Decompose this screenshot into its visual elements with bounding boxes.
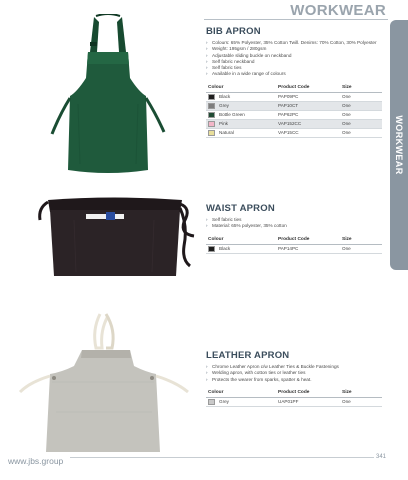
table-header-row — [206, 236, 382, 245]
bib-apron-section — [206, 26, 382, 138]
product-code: PAP10CT — [276, 101, 340, 110]
product-code: PAP14PC — [276, 244, 340, 253]
colour-header: Colour — [206, 84, 276, 93]
feature-item: › Material: 65% polyester, 35% cotton — [206, 223, 382, 229]
colour-swatch — [208, 94, 215, 100]
colour-header: Colour — [206, 236, 276, 245]
table-header-row — [206, 84, 382, 93]
section-side-tab[interactable] — [390, 20, 408, 270]
product-code: VAP152CC — [276, 119, 340, 128]
product-title: WAIST APRON — [206, 203, 275, 214]
table-row — [206, 101, 382, 110]
table-row — [206, 397, 382, 406]
size-value: One — [340, 244, 382, 253]
code-header: Product Code — [276, 389, 340, 398]
leather-apron-image — [16, 312, 192, 454]
feature-list — [206, 40, 382, 78]
leather-apron-section — [206, 350, 382, 407]
colour-swatch — [208, 246, 215, 252]
colour-swatch — [208, 130, 215, 136]
table-header-row — [206, 389, 382, 398]
feature-list — [206, 217, 382, 230]
colour-header: Colour — [206, 389, 276, 398]
feature-item: › Chrome Leather Apron c/w Leather Ties & Buckle Fastenings — [206, 364, 382, 370]
colour-name: Bottle Green — [219, 112, 245, 117]
table-row — [206, 119, 382, 128]
page-number: 341 — [375, 454, 386, 460]
colour-swatch — [208, 121, 215, 127]
table-row — [206, 128, 382, 137]
size-header: Size — [340, 236, 382, 245]
footer-divider — [70, 457, 374, 458]
feature-item: › Self fabric ties — [206, 65, 382, 71]
waist-apron-image — [34, 196, 196, 278]
size-value: One — [340, 397, 382, 406]
size-value: One — [340, 110, 382, 119]
colour-table — [206, 236, 382, 254]
product-code: UAP01PF — [276, 397, 340, 406]
colour-table — [206, 84, 382, 138]
product-title: LEATHER APRON — [206, 350, 290, 361]
colour-name: Black — [219, 94, 231, 99]
header-divider — [204, 19, 388, 20]
footer-website-link[interactable]: www.jbs.group — [8, 456, 64, 466]
feature-item: › Adjustable sliding buckle on neckband — [206, 53, 382, 59]
table-row — [206, 92, 382, 101]
colour-swatch — [208, 399, 215, 405]
size-header: Size — [340, 389, 382, 398]
feature-item: › Available in a wide range of colours — [206, 71, 382, 77]
code-header: Product Code — [276, 236, 340, 245]
feature-item: › Self fabric neckband — [206, 59, 382, 65]
product-code: PAP09PC — [276, 92, 340, 101]
size-value: One — [340, 92, 382, 101]
bib-apron-image — [48, 14, 168, 176]
size-value: One — [340, 128, 382, 137]
waist-apron-section — [206, 203, 382, 254]
feature-item: › Self fabric ties — [206, 217, 382, 223]
product-code: PAP62PC — [276, 110, 340, 119]
product-code: VAP15CC — [276, 128, 340, 137]
colour-name: Black — [219, 245, 231, 251]
size-header: Size — [340, 84, 382, 93]
feature-list — [206, 364, 382, 383]
side-tab-label: WORKWEAR — [394, 115, 404, 175]
size-value: One — [340, 101, 382, 110]
product-title: BIB APRON — [206, 26, 261, 37]
colour-name: Grey — [219, 103, 229, 108]
feature-item: › Welding apron, with cotton ties or leather ties — [206, 370, 382, 376]
code-header: Product Code — [276, 84, 340, 93]
colour-swatch — [208, 103, 215, 109]
table-row — [206, 110, 382, 119]
feature-item: › Weight: 195gsm / 280gsm — [206, 46, 382, 52]
size-value: One — [340, 119, 382, 128]
page-header-title: WORKWEAR — [290, 2, 386, 19]
feature-item: › Colours: 65% Polyester, 35% Cotton Twill. Denims: 70% Cotton, 30% Polyester — [206, 40, 382, 46]
table-row — [206, 244, 382, 253]
colour-name: Pink — [219, 121, 228, 126]
colour-table — [206, 389, 382, 407]
colour-swatch — [208, 112, 215, 118]
colour-name: Natural — [219, 130, 234, 135]
feature-item: › Protects the wearer from sparks, spatter & heat. — [206, 377, 382, 383]
colour-name: Grey — [219, 399, 229, 405]
